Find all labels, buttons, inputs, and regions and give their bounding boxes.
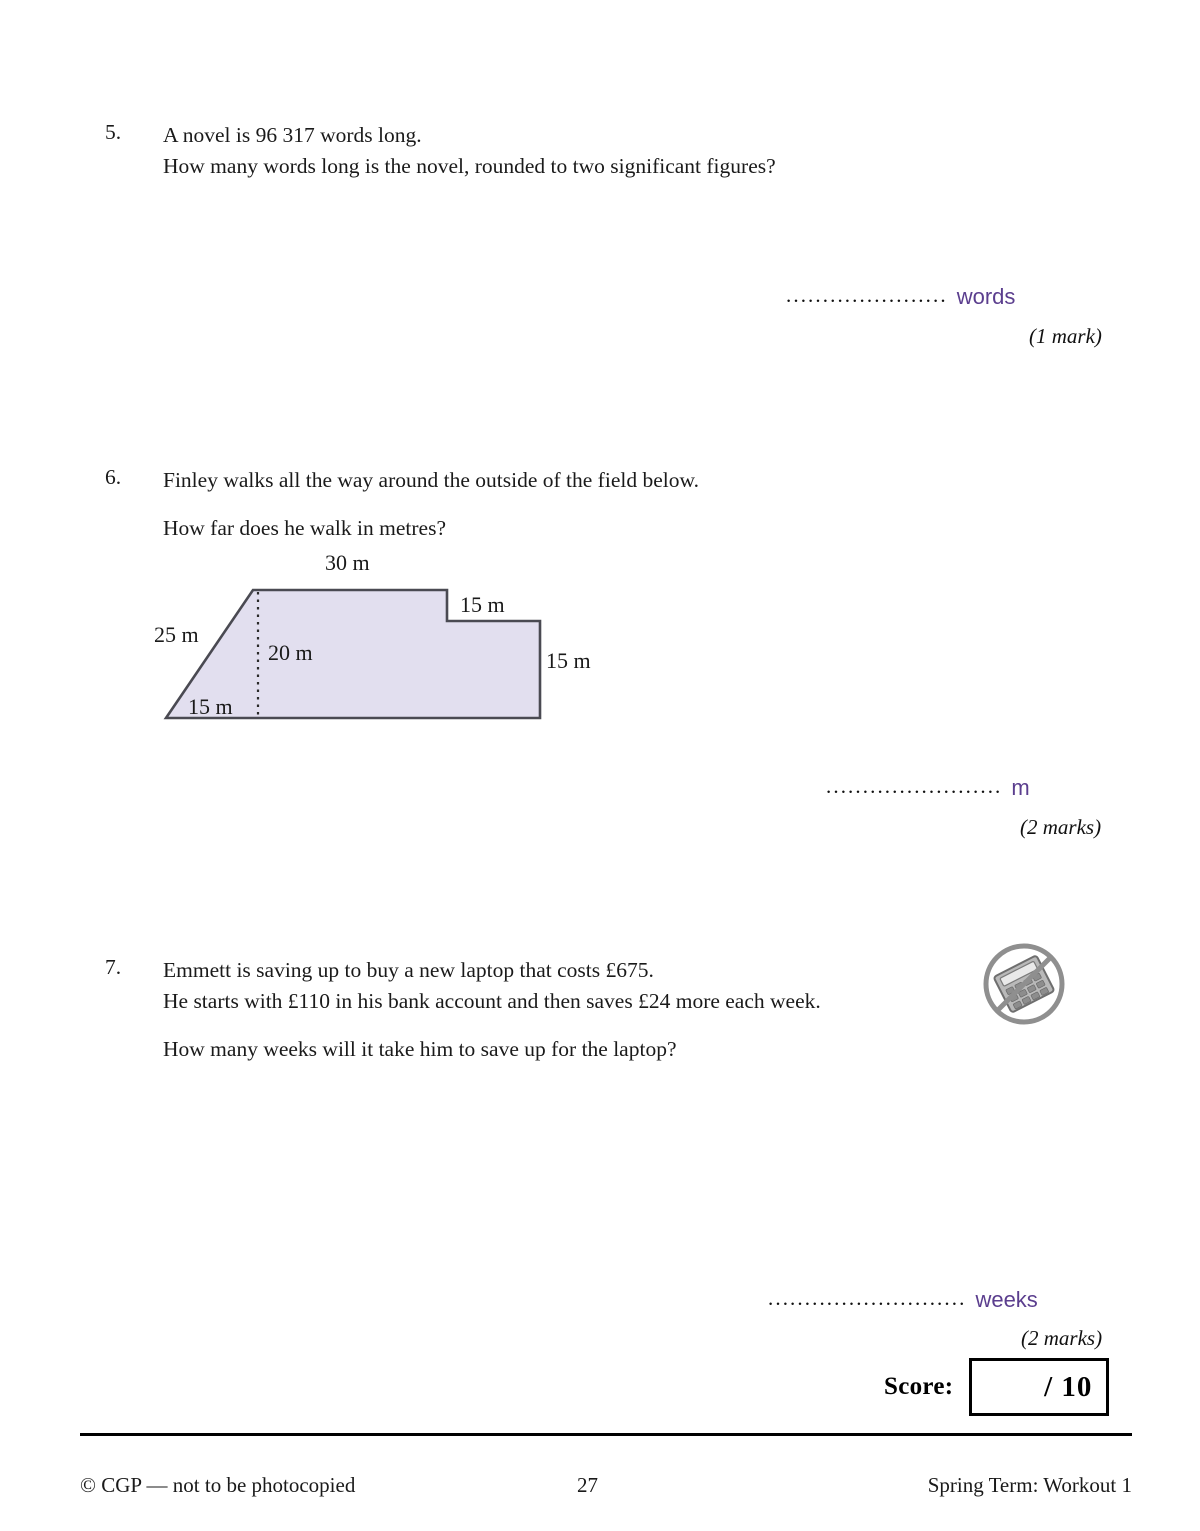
question-7-text [163, 955, 821, 1065]
question-7-answer-line[interactable] [768, 1287, 1038, 1313]
question-6-line-1: Finley walks all the way around the outside of the field below. [163, 468, 699, 492]
question-6-number: 6. [105, 465, 122, 489]
question-6-text [163, 465, 699, 544]
question-7-line-2: He starts with £110 in his bank account and then saves £24 more each week. [163, 989, 821, 1013]
page-footer [80, 1473, 1132, 1503]
question-5-answer-line[interactable] [786, 284, 1015, 310]
no-calculator-icon [978, 938, 1070, 1030]
label-slant-25m: 25 m [154, 622, 199, 647]
question-6-line-2: How far does he walk in metres? [163, 516, 446, 540]
question-5-marks: (1 mark) [1029, 324, 1102, 348]
question-7-spacer [163, 1017, 821, 1034]
no-calculator-svg [978, 938, 1070, 1030]
answer-unit-words: words [956, 284, 1016, 309]
question-5-text [163, 120, 776, 182]
answer-dots: ........................... [768, 1286, 967, 1310]
footer-divider [80, 1433, 1132, 1436]
field-figure [140, 550, 640, 740]
label-top-30m: 30 m [325, 550, 370, 575]
answer-dots: ...................... [786, 283, 948, 307]
footer-page-number: 27 [577, 1473, 598, 1497]
answer-unit-weeks: weeks [975, 1287, 1038, 1312]
question-7-marks: (2 marks) [1021, 1326, 1103, 1350]
footer-copyright: © CGP — not to be photocopied [80, 1473, 356, 1497]
question-7-line-1: Emmett is saving up to buy a new laptop that costs £675. [163, 958, 654, 982]
label-step-15m: 15 m [460, 592, 505, 617]
answer-unit-m: m [1011, 775, 1030, 800]
question-5-line-1: A novel is 96 317 words long. [163, 123, 422, 147]
score-label: Score: [884, 1373, 954, 1400]
label-base-15m: 15 m [188, 694, 233, 719]
score-value: / 10 [1044, 1370, 1093, 1403]
score-box[interactable] [969, 1358, 1109, 1416]
question-5-number: 5. [105, 120, 122, 144]
question-7-line-3: How many weeks will it take him to save up for the laptop? [163, 1037, 677, 1061]
footer-workout: Spring Term: Workout 1 [927, 1473, 1132, 1497]
label-height-20m: 20 m [268, 640, 313, 665]
question-5-line-2: How many words long is the novel, rounded to two significant figures? [163, 154, 776, 178]
question-7-number: 7. [105, 955, 122, 979]
question-6-spacer [163, 496, 699, 513]
label-right-15m: 15 m [546, 648, 591, 673]
score-area [884, 1358, 1109, 1416]
answer-dots: ........................ [826, 774, 1003, 798]
question-6-marks: (2 marks) [1020, 815, 1102, 839]
question-6-answer-line[interactable] [826, 775, 1030, 801]
